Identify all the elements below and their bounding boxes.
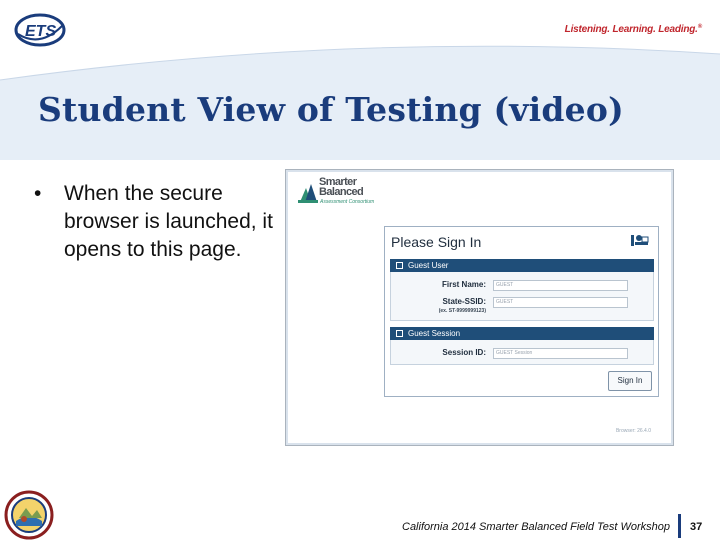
ets-logo-text: ETS <box>25 23 57 40</box>
smarter-balanced-line2: Balanced <box>319 186 364 198</box>
sign-in-title: Please Sign In <box>391 234 482 250</box>
browser-version: Browser: 26.4.0 <box>615 428 651 434</box>
guest-session-header-label: Guest Session <box>408 329 461 338</box>
guest-session-body <box>390 340 654 365</box>
guest-user-body <box>390 272 654 321</box>
sign-in-panel <box>384 226 659 397</box>
california-seal-icon <box>4 490 54 540</box>
smarter-balanced-line1: Smarter <box>319 176 357 188</box>
first-name-label: First Name: <box>441 280 486 289</box>
slide-title: Student View of Testing (video) <box>38 90 624 129</box>
smarter-balanced-name <box>319 177 363 197</box>
smarter-balanced-mark-icon <box>296 178 318 204</box>
guest-user-checkbox[interactable] <box>396 262 403 269</box>
footer-text: California 2014 Smarter Balanced Field Test Workshop <box>402 521 671 533</box>
smarter-balanced-logo <box>296 176 378 206</box>
user-desk-icon <box>630 233 650 249</box>
guest-user-header[interactable] <box>390 259 654 272</box>
ssid-input[interactable]: GUEST <box>493 297 628 308</box>
guest-session-checkbox[interactable] <box>396 330 403 337</box>
ssid-label: State-SSID: <box>442 297 486 306</box>
bullet-text: When the secure browser is launched, it opens to this page. <box>64 182 273 261</box>
page-number: 37 <box>690 521 703 533</box>
bullet-point <box>34 180 274 264</box>
sign-in-button[interactable]: Sign In <box>608 371 652 391</box>
guest-session-header[interactable] <box>390 327 654 340</box>
tagline <box>565 24 702 35</box>
ssid-hint: (ex. ST-9999999123) <box>438 308 486 314</box>
tagline-text: Listening. Learning. Leading. <box>564 24 698 35</box>
footer-divider <box>678 514 681 538</box>
sign-in-screenshot <box>285 169 674 446</box>
tagline-mark: ® <box>697 24 702 30</box>
session-id-input[interactable]: GUEST Session <box>493 348 628 359</box>
session-id-label: Session ID: <box>442 348 486 357</box>
smarter-balanced-subtitle: Assessment Consortium <box>320 199 375 205</box>
first-name-input[interactable]: GUEST <box>493 280 628 291</box>
bullet-marker: • <box>34 182 42 205</box>
guest-user-header-label: Guest User <box>408 261 449 270</box>
